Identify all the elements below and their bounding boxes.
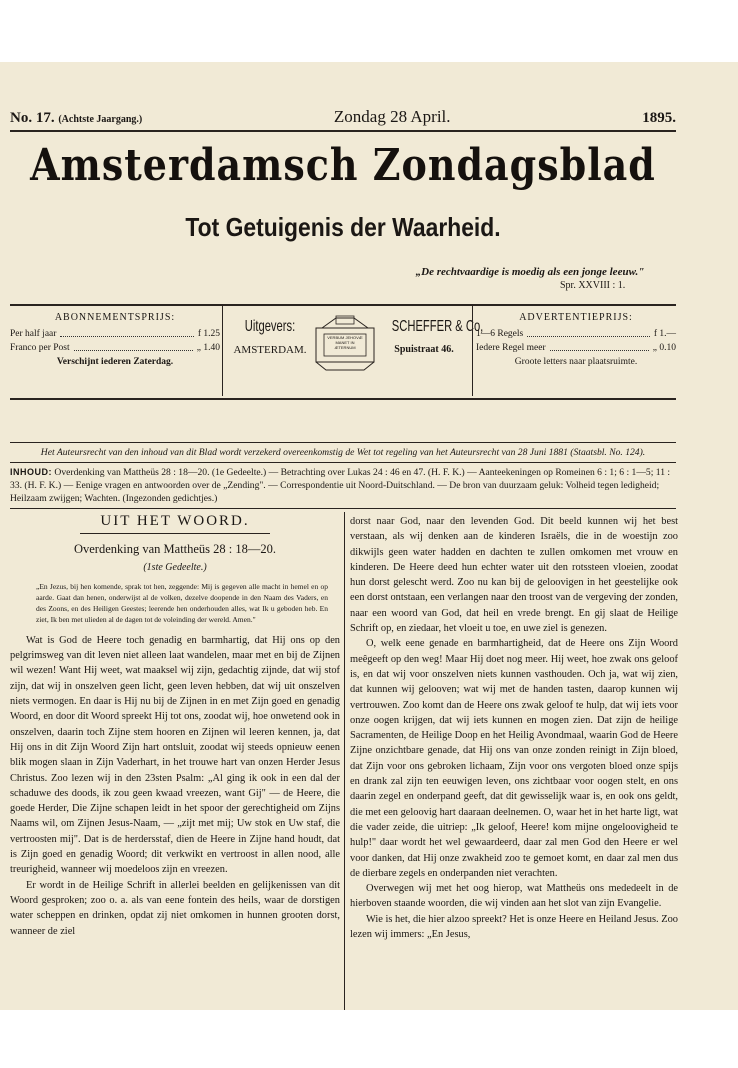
advertising-note: Groote letters naar plaatsruimte. (514, 357, 638, 367)
article-paragraph: Overwegen wij met het oog hierop, wat Mattheüs ons mededeelt in de hierboven staande woorden, die wij vinden aan het slot van zijn Evangelie. (350, 883, 678, 910)
article-part: (1ste Gedeelte.) (143, 561, 207, 573)
issue-date: Zondag 28 April. (333, 107, 451, 126)
motto-text: „De rechtvaardige is moedig als een jonge leeuw." (415, 266, 645, 278)
table-of-contents (10, 466, 678, 505)
motto-reference: Spr. XXVIII : 1. (560, 280, 626, 291)
volume-label: (Achtste Jaargang.) (58, 114, 143, 125)
advertising-row (476, 341, 676, 355)
publisher-box (228, 310, 484, 394)
publisher-city: AMSTERDAM. (233, 344, 307, 356)
header-rule (10, 130, 676, 132)
issue-number (10, 110, 142, 127)
subscription-note: Verschijnt iederen Zaterdag. (56, 357, 174, 367)
publisher-left (228, 318, 312, 356)
emblem-motto: VERBUM JEHOVÆ MANET IN ÆTERNUM (327, 335, 363, 350)
dot-leader (550, 341, 649, 351)
publisher-emblem-icon (314, 314, 376, 372)
article-right-column (350, 514, 678, 942)
section-heading: UIT HET WOORD. (100, 513, 250, 529)
article-left-column (10, 514, 340, 939)
newspaper-page (0, 62, 738, 1010)
advertising-row (476, 327, 676, 341)
advertising-box (476, 310, 676, 394)
dot-leader (527, 327, 650, 337)
issue-number-text: No. 17. (10, 110, 55, 126)
subscription-row (10, 327, 220, 341)
dot-leader (60, 327, 193, 337)
publisher-label: Uitgevers: (244, 318, 296, 335)
box-divider (472, 306, 473, 396)
info-bottom-rule (10, 398, 676, 400)
issue-year: 1895. (642, 110, 676, 126)
subscription-row (10, 341, 220, 355)
contents-text: Overdenking van Mattheüs 28 : 18—20. (1e Gedeelte.) — Betrachting over Lukas 24 : 46 en 47. (H. F. K.) — Aanteekeningen op Romeinen 6 : 1; 6 : 1—5; 11 : 33. (H. F. K.) — Eenige vragen en antwoorden over de „Zending". — Correspondentie uit Noord-Duitschland. — De bron van duurzaam geluk: Volheid tegen ledigheid; Heilzaam zwijgen; Wachten. (Ingezonden gedichtjes.) (10, 467, 671, 504)
article-paragraph: Wat is God de Heere toch genadig en barmhartig, dat Hij ons op den pelgrimsweg van dit leven niet alleen laat wandelen, maar met en bij de Zijnen wil wezen! Want Hij weet, wat maaksel wij zijn, gedachtig zijnde, dat wij stof zijn, dat wij in onszelven geen licht, geen leven hebben, dat wij uit onszelven niets vermogen. En daar is Hij nu bij de Zijnen in en met Zijn goed en genadig Woord, en door dit Woord spreekt Hij tot ons, zoodat wij, hoe onwetend ook in onszelven, daarin toch Zijne stem hooren en Zijnen wil leeren kennen, ja, dat Hij ons in dit Zijn Woord Zijn hart ontsluit, zoodat wij steeds opnieuw eenen blik mogen slaan in Zijn Vaderhart, in het trouwe hart van onzen Herder Jesus Christus. Zoo lezen wij in den 23sten Psalm: „Al ging ik ook in een dal der schaduwe des doods, ik zou geen kwaad vreezen, want Gij" — de Heere, die goede Herder, Die Zijne schapen leidt in het spoor der gerechtigheid om Zijns Naams wil, om Zijnen Jesus-Naam, — „zijt met mij; Uw stok en Uw staf, die vertroosten mij". Dat is de herdersstaf, dien de Heere in Zijne hand houdt, dat is Zijn goed en genadig Woord; dit verkwikt en vertroost in allen nood, alle treurigheid, wanneer wij moedeloos zijn en vreezen. (10, 634, 340, 876)
masthead-title: Amsterdamsch Zondagsblad (30, 138, 656, 191)
box-divider (222, 306, 223, 396)
publisher-name: SCHEFFER & Co, (391, 318, 484, 335)
advertising-row-label: Iedere Regel meer (476, 343, 546, 353)
subscription-row-price: „ 1.40 (196, 343, 220, 353)
article-paragraph: dorst naar God, naar den levenden God. Dit beeld kunnen wij het best verstaan, als wij denken aan de kinderen Israëls, die in de woestijn zoo dikwijls geen water hadden en dachten te zullen omkomen met vrouw en kinderen. De Heere deed hun echter water uit den rotssteen vloeien, zoodat hun dorst gelescht werd. Zoo nu kan bij de geloovigen in het geestelijke ook een dorst ontstaan, een verlangen naar den troost van de vergeving der zonden, naar een woord van God, dat heil en vrede brengt. En gij slaat de Heilige Schrift op, en ziedaar, het vloeit u toe, en uwe ziel is genezen. (350, 516, 678, 635)
subscription-title: ABONNEMENTSPRIJS: (54, 312, 176, 323)
contents-rule (10, 508, 676, 509)
subscription-row-price: f 1.25 (197, 329, 220, 339)
subscription-row-label: Franco per Post (10, 343, 70, 353)
dot-leader (74, 341, 193, 351)
masthead-subtitle: Tot Getuigenis der Waarheid. (185, 212, 501, 242)
article-paragraph: Wie is het, die hier alzoo spreekt? Het is onze Heere en Heiland Jesus. Zoo lezen wij immers: „En Jesus, (350, 913, 678, 941)
info-top-rule (10, 304, 676, 306)
advertising-row-price: f 1.— (653, 329, 676, 339)
section-rule (80, 533, 270, 534)
copyright-bottom-rule (10, 462, 676, 463)
publisher-address: Spuistraat 46. (394, 344, 454, 355)
scripture-quote: „En Jezus, bij hen komende, sprak tot hen, zeggende: Mij is gegeven alle macht in hemel en op aarde. Gaat dan henen, onderwijst al de volken, dezelve doopende in den Naam des Vaders, en des Zoons, en des Heiligen Geestes; leerende hen onderhouden alles, wat Ik u geboden heb. En ziet, Ik ben met ulieden al de dagen tot de voleinding der wereld. Amen." (36, 581, 328, 624)
article-paragraph: Er wordt in de Heilige Schrift in allerlei beelden en gelijkenissen van dit Woord gesproken; zoo o. a. als van eene fontein des heils, waar de dorstigen water scheppen en drinken, opdat zij niet omkomen in hunnen grooten dorst, wanneer de ziel (10, 879, 340, 937)
advertising-title: ADVERTENTIEPRIJS: (519, 312, 633, 323)
advertising-row-label: 1—6 Regels (476, 329, 524, 339)
copyright-notice: Het Auteursrecht van den inhoud van dit Blad wordt verzekerd overeenkomstig de Wet tot regeling van het Auteursrecht van 28 Juni 1881 (Staatsbl. No. 124). (40, 447, 646, 458)
subscription-row-label: Per half jaar (10, 329, 57, 339)
copyright-top-rule (10, 442, 676, 443)
column-divider (344, 512, 345, 1010)
advertising-row-price: „ 0.10 (652, 343, 676, 353)
article-title: Overdenking van Mattheüs 28 : 18—20. (73, 542, 277, 557)
subscription-box (10, 310, 220, 394)
article-paragraph: O, welk eene genade en barmhartigheid, dat de Heere ons Zijn Woord meêgeeft op den weg! Maar Hij doet nog meer. Hij weet, hoe zwak ons geloof is, en dat wij voor onszelven niets kunnen vasthouden. Och ja, wat wij zien, dat kunnen wij gelooven; wat wij met de handen tasten, daarop kunnen wij vertrouwen. Zoo komt dan de Heere ons zwak geloof te hulp, dat wij iets voor onze oogen krijgen, dat wij iets kunnen en mogen zien. Dat zijn de heilige Sacramenten, de Heilige Doop en het Heilig Avondmaal, waarin God de Heere Zijne onzichtbare genade, dat Hij ons van onze zonden reinigt in Zijn bloed, dat Zijn voor ons gebroken lichaam, Zijn voor ons vergoten bloed onze spijs en drank zal zijn ten eeuwigen leven, ons zichtbaar voor oogen stelt, en ons daarin zegel en onderpand geeft, dat dit gewisselijk waar is, en ook ons geldt, die met een geloovig hart daaraan deelnemen. O, waar het in het harte ligt, wat die vader zeide, die uitriep: „Ik geloof, Heere! kom mijne ongeloovigheid te hulp!" daar wordt het wel gewaardeerd, daar zal men God den Heere er wel voor danken, dat Hij onze zwakheid zoo te gemoet komt, en daar zal men dus de dierbare zegels en onderpanden niet verachten. (350, 638, 678, 879)
contents-label: INHOUD: (10, 467, 52, 477)
publisher-right (378, 318, 484, 355)
issue-header (10, 107, 676, 127)
